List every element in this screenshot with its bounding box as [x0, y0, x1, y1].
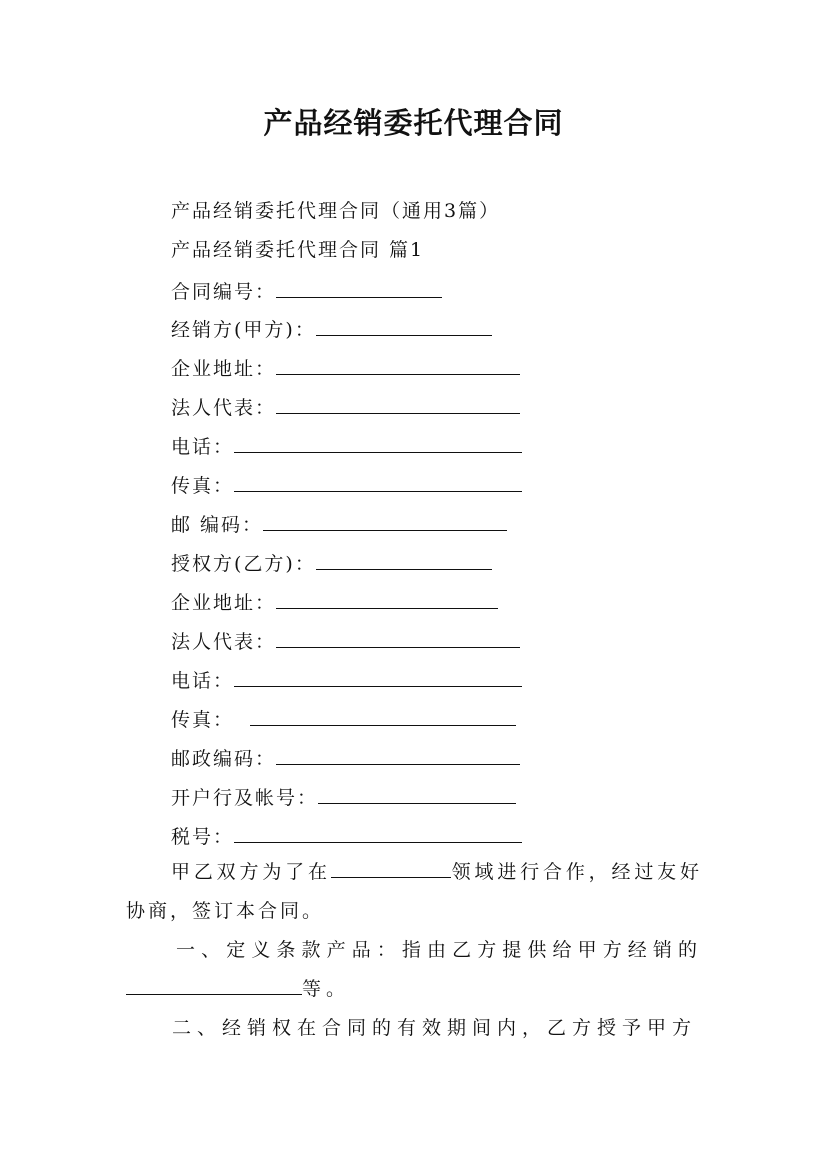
- field-a-postcode: [171, 511, 507, 537]
- field-b-legal-rep: [171, 628, 520, 654]
- fill-blank: [234, 433, 522, 453]
- fill-blank: [234, 667, 522, 687]
- field-label: 合同编号：: [171, 281, 277, 303]
- paragraph-text: 甲乙双方为了在: [171, 861, 331, 883]
- paragraph-text: 等。: [302, 978, 351, 1000]
- field-party-a: [171, 316, 492, 342]
- fill-blank: [316, 550, 492, 570]
- fill-blank: [276, 355, 520, 375]
- paragraph-text: 一、定义条款产品：指由乙方提供给甲方经销的: [176, 939, 702, 961]
- fill-blank: [331, 858, 451, 878]
- field-label: 经销方(甲方)：: [171, 319, 316, 341]
- field-label: 邮 编码：: [171, 514, 264, 536]
- document-title: 产品经销委托代理合同: [263, 106, 564, 140]
- fill-blank: [234, 472, 522, 492]
- field-label: 授权方(乙方)：: [171, 553, 316, 575]
- fill-blank: [263, 511, 507, 531]
- paragraph-cooperation: [126, 853, 702, 931]
- fill-blank: [126, 975, 302, 995]
- field-label: 企业地址：: [171, 592, 277, 614]
- field-label: 法人代表：: [171, 397, 277, 419]
- field-label: 开户行及帐号：: [171, 787, 319, 809]
- paragraph-definition: [126, 931, 702, 1009]
- fill-blank: [276, 394, 520, 414]
- field-b-fax: [171, 706, 516, 732]
- fill-blank: [276, 628, 520, 648]
- field-label: 传真：: [171, 709, 243, 731]
- field-label: 传真：: [171, 475, 235, 497]
- field-a-address: [171, 355, 520, 381]
- field-a-fax: [171, 472, 522, 498]
- field-b-bank-account: [171, 784, 516, 810]
- field-party-b: [171, 550, 492, 576]
- field-a-legal-rep: [171, 394, 520, 420]
- field-b-phone: [171, 667, 522, 693]
- fill-blank: [234, 823, 522, 843]
- fill-blank: [318, 784, 516, 804]
- field-label: 邮政编码：: [171, 748, 277, 770]
- paragraph-distribution-right: 二、经销权在合同的有效期间内，乙方授予甲方: [172, 1017, 698, 1039]
- field-b-address: [171, 589, 498, 615]
- article-heading: 产品经销委托代理合同 篇1: [171, 239, 425, 261]
- field-contract-number: [171, 278, 442, 304]
- field-b-postcode: [171, 745, 520, 771]
- paragraph-text: 领域进行合作，经过友好协商，签订本合同。: [126, 861, 702, 922]
- field-label: 电话：: [171, 670, 235, 692]
- field-label: 企业地址：: [171, 358, 277, 380]
- fill-blank: [250, 706, 516, 726]
- field-label: 法人代表：: [171, 631, 277, 653]
- fill-blank: [276, 589, 498, 609]
- fill-blank: [316, 316, 492, 336]
- field-b-tax-number: [171, 823, 522, 849]
- document-subtitle: 产品经销委托代理合同（通用3篇）: [171, 200, 501, 222]
- field-a-phone: [171, 433, 522, 459]
- field-label: 税号：: [171, 826, 235, 848]
- fill-blank: [276, 278, 442, 298]
- field-label: 电话：: [171, 436, 235, 458]
- fill-blank: [276, 745, 520, 765]
